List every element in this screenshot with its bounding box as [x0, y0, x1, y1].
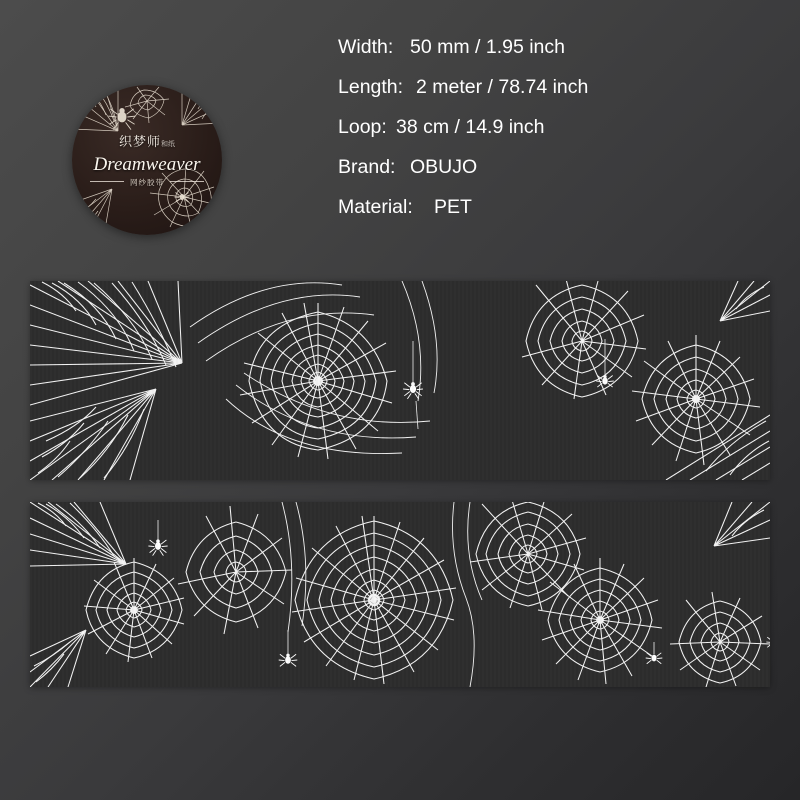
tape-top-web-pattern — [30, 281, 770, 480]
spec-row-length — [338, 76, 768, 116]
spec-label-width: Width: — [338, 36, 394, 58]
spec-value-length: 2 meter / 78.74 inch — [416, 76, 589, 98]
spec-label-length: Length: — [338, 76, 404, 98]
tape-strip-top — [30, 281, 770, 480]
brand-logo-badge — [72, 85, 222, 235]
spec-value-brand: OBUJO — [410, 156, 478, 178]
spec-row-brand — [338, 156, 768, 196]
spec-label-loop: Loop: — [338, 116, 387, 138]
logo-english-name: Dreamweaver — [93, 154, 201, 175]
spec-list — [338, 36, 768, 236]
tape-strip-bottom — [30, 502, 770, 687]
logo-subtitle: 网纱胶带 — [130, 178, 164, 187]
spec-label-brand: Brand: — [338, 156, 396, 178]
spec-value-material: PET — [434, 196, 472, 218]
spec-row-width — [338, 36, 768, 76]
spec-row-loop — [338, 116, 768, 156]
spec-label-material: Material: — [338, 196, 413, 218]
spec-row-material — [338, 196, 768, 236]
tape-bottom-web-pattern — [30, 502, 770, 687]
spec-value-width: 50 mm / 1.95 inch — [410, 36, 565, 58]
logo-text — [72, 135, 222, 188]
logo-chinese-name: 织梦师和纸 — [118, 134, 175, 149]
spec-value-loop: 38 cm / 14.9 inch — [396, 116, 545, 138]
